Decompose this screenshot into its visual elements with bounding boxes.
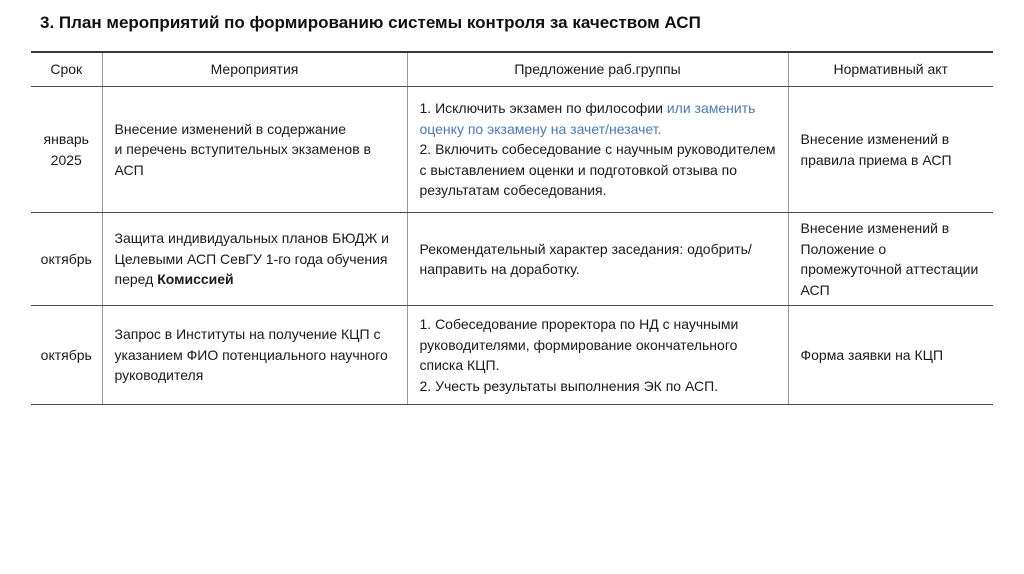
cell-normative-act: Форма заявки на КЦП [788,306,993,405]
activity-bold-text: Комиссией [157,271,234,288]
deadline-year: 2025 [50,151,82,168]
table-row [31,87,993,213]
cell-proposal [407,306,788,405]
proposal-item: 2. Включить собеседование с научным руководителем с выставлением оценки и подготовкой отзыва по результатам собеседования. [419,141,776,199]
table-row [31,213,993,306]
page-title: 3. План мероприятий по формированию системы контроля за качеством АСП [40,13,701,32]
cell-proposal: Рекомендательный характер заседания: одобрить/направить на доработку. [407,213,788,306]
activity-line: и перечень вступительных экзаменов в АСП [114,141,371,178]
plan-table [31,51,993,405]
cell-activity [102,87,407,213]
header-deadline: Срок [31,52,102,87]
cell-normative-act: Внесение изменений в Положение о промежуточной аттестации АСП [788,213,993,306]
header-proposal: Предложение раб.группы [407,52,788,87]
proposal-text: 1. Исключить экзамен по философии [419,100,667,117]
proposal-item: 1. Собеседование проректора по НД с научными руководителями, формирование окончательного списка КЦП. [419,316,739,373]
activity-text: Защита индивидуальных планов БЮДЖ и Целевыми АСП СевГУ 1-го года обучения перед [114,230,389,288]
cell-normative-act: Внесение изменений в правила приема в АСП [788,87,993,213]
cell-deadline [31,87,102,213]
table-row [31,306,993,405]
cell-proposal [407,87,788,213]
proposal-highlight-text: или заменить оценку по экзамену на зачет/незачет. [419,100,756,137]
header-normative-act: Нормативный акт [788,52,993,87]
cell-activity: Запрос в Институты на получение КЦП с указанием ФИО потенциального научного руководителя [102,306,407,405]
cell-deadline: октябрь [31,213,102,306]
proposal-item [420,98,780,139]
activity-line: Внесение изменений в содержание [114,120,346,137]
table-header-row [31,52,993,87]
cell-activity [102,213,407,306]
header-activities: Мероприятия [102,52,407,87]
cell-deadline: октябрь [31,306,102,405]
proposal-item: 2. Учесть результаты выполнения ЭК по АСП. [419,377,719,394]
deadline-month: январь [43,131,89,147]
